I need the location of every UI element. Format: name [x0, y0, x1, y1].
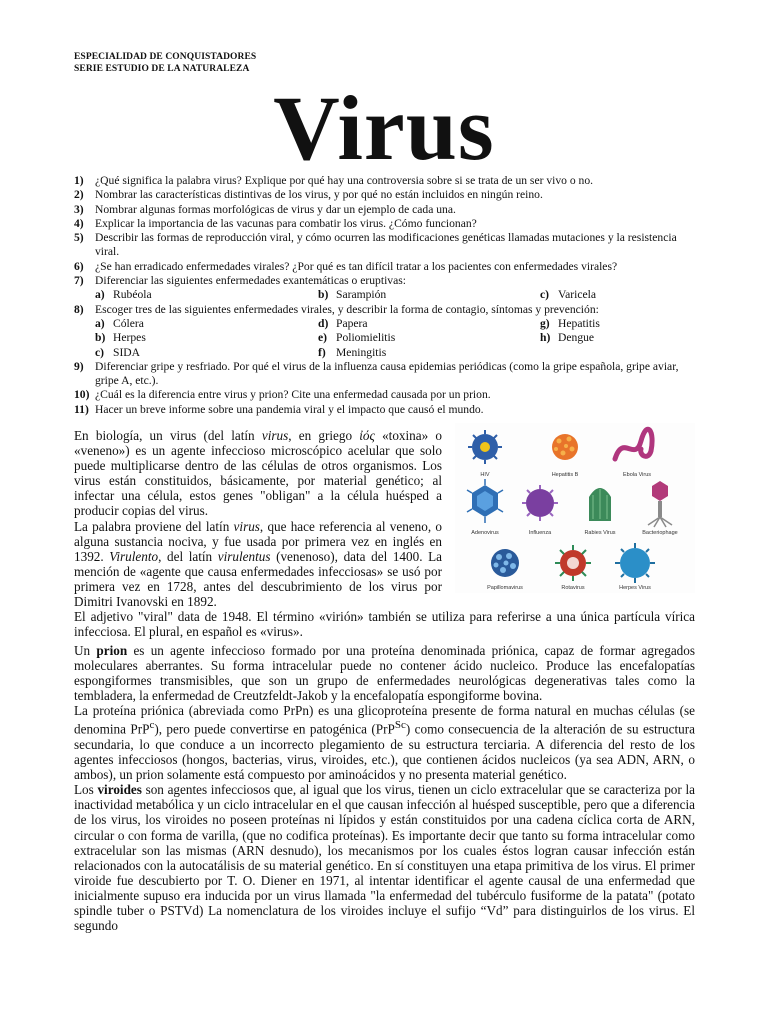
question-number: 5)	[74, 231, 84, 245]
option-text: Meningitis	[336, 345, 387, 359]
option-item	[318, 331, 540, 345]
question-text: Describir las formas de reproducción viral, y cómo ocurren las modificaciones genéticas llamadas mutaciones y la resistencia viral.	[95, 231, 677, 259]
question-item	[74, 403, 696, 417]
intro-paragraph-1	[74, 428, 442, 519]
text-run: veneno, o alguna sustancia nociva, y fue usada por primera vez	[74, 518, 442, 549]
question-number: 4)	[74, 216, 84, 230]
option-item	[540, 317, 690, 331]
question-item	[74, 303, 696, 317]
term-viroides: viroides	[97, 782, 142, 798]
label-papillomavirus: Papillomavirus	[487, 585, 523, 591]
label-herpes: Herpes Virus	[619, 585, 651, 591]
question-text: ¿Cuál es la diferencia entre virus y prion? Cite una enfermedad causada por un prion.	[95, 388, 491, 402]
question-item	[74, 203, 696, 217]
text-run: «toxina» o	[374, 428, 443, 443]
text-run: ) como consecuencia de la alteración de su estructura secundaria, lo que conduce a un incorrecto plegamiento de su estructura terciaria. A diferencia del resto de los agentes infecciosos (hongos, bacterias, virus, viroides, etc.), que contienen ácidos nucleicos (ya sea ADN, ARN, o ambos), un prion solamente está compuesto por aminoácidos y no presenta material genético.	[74, 721, 695, 783]
option-letter: d)	[318, 316, 329, 330]
option-row	[95, 317, 696, 331]
question-item	[74, 188, 696, 202]
label-rabies: Rabies Virus	[584, 530, 616, 536]
option-item	[318, 317, 540, 331]
superscript: c	[149, 719, 155, 732]
option-letter: a)	[95, 316, 105, 330]
text-run: son agentes infecciosos que, al igual que los virus, tienen un ciclo extracelular que se caracteriza por la inactividad metabólica y un ciclo intracelular en el que causan infección al huésped susceptible, pero que a diferencia de los virus, los viroides no poseen proteínas ni lípidos y están constituidos por una cadena cíclica corta de ARN, circular o con forma de varilla, (que no codifica proteínas). Es importante decir que tanto su forma intracelular como extracelular son las mismas (ARN desnudo), los mecanismos por los cuales éstos logran causar infección están relacionados con la autocatálisis de su material genético. En sí constituyen una etapa primitiva de los virus. El primer viroide fue descubierto por T. O. Diener en 1971, al intentar identificar el agente causal de una enfermedad que inicialmente supuso era inducida por un virus llamada "la enfermedad del tubérculo fusiforme de la patata" (potato spindle tuber o PSTVd) La nomenclatura de los viroides incluye el sufijo “Vd” para distinguirlos de los virus. El segundo	[74, 782, 695, 934]
option-text: Rubéola	[113, 288, 152, 302]
option-text: Hepatitis	[558, 316, 600, 330]
question-number: 7)	[74, 274, 84, 288]
text-run: material genético; al infectar una célula, estos genes "obligan" a	[74, 473, 442, 504]
question-number: 10)	[74, 388, 90, 402]
question-item	[74, 217, 696, 231]
option-row	[95, 288, 696, 302]
text-run: «veneno») es un agente infeccioso microscópico acelular que	[74, 443, 415, 459]
text-run: en inglés en 1392.	[74, 533, 442, 564]
question-text: ¿Qué significa la palabra virus? Explique por qué hay una controversia sobre si se trata de un ser vivo o no.	[95, 174, 594, 187]
option-letter	[540, 346, 558, 360]
intro-narrow-block	[74, 428, 442, 609]
question-item	[74, 260, 696, 274]
option-text: Poliomielitis	[336, 331, 396, 345]
option-item	[540, 288, 690, 302]
option-text: Herpes	[113, 331, 146, 345]
text-run: Un	[74, 643, 97, 658]
header-series: SERIE ESTUDIO DE LA NATURALEZA	[74, 64, 250, 74]
question-number: 3)	[74, 202, 84, 216]
question-text: Diferenciar gripe y resfriado. Por qué el virus de la influenza causa epidemias periódicas (como la gripe española, gripe aviar, gripe A, etc.).	[95, 359, 679, 388]
option-text: Cólera	[113, 316, 144, 330]
question-number: 6)	[74, 259, 84, 273]
text-run: (venenoso),	[270, 548, 338, 564]
option-text: Dengue	[558, 331, 595, 345]
question-text: Hacer un breve informe sobre una pandemia viral y el impacto que causó el mundo.	[95, 402, 484, 416]
question-text: Escoger tres de las siguientes enfermedades virales, y describir la forma de contagio, síntomas y prevención:	[95, 302, 599, 316]
option-item	[95, 317, 318, 331]
option-letter: c)	[95, 345, 105, 359]
question-item	[74, 231, 696, 260]
text-run-italic: virulentus	[217, 548, 271, 564]
text-run: la célula huésped a producir copias del virus.	[74, 488, 442, 519]
question-number: 9)	[74, 359, 84, 373]
prion-protein-paragraph	[74, 703, 695, 782]
option-letter: e)	[318, 331, 328, 345]
text-run-italic: Virulento	[109, 548, 159, 564]
option-item	[95, 331, 318, 345]
question-item	[74, 360, 696, 389]
option-item	[95, 346, 318, 360]
question-number: 1)	[74, 174, 84, 187]
prion-paragraph	[74, 643, 695, 703]
text-run: descubrimiento de los virus por Dimitri Ivanovski en 1892.	[74, 578, 442, 610]
option-letter: b)	[318, 288, 329, 302]
label-rotavirus: Rotavirus	[561, 585, 585, 591]
superscript: Sc	[394, 719, 406, 732]
option-text: Varicela	[558, 288, 596, 302]
text-run: La palabra proviene del latín	[74, 518, 234, 534]
text-run-italic: virus	[233, 518, 260, 534]
option-letter: a)	[95, 288, 105, 302]
text-run-italic: virus	[261, 428, 289, 443]
question-text: Explicar la importancia de las vacunas para combatir los virus. ¿Cómo funcionan?	[95, 216, 477, 230]
question-text: Diferenciar las siguientes enfermedades exantemáticas o eruptivas:	[95, 274, 406, 288]
header-specialty: ESPECIALIDAD DE CONQUISTADORES	[74, 52, 257, 62]
viroids-paragraph	[74, 782, 695, 933]
page-title: Virus	[273, 77, 495, 179]
label-ebola: Ebola Virus	[622, 472, 652, 478]
intro-section	[74, 428, 695, 639]
question-text: ¿Se han erradicado enfermedades virales? ¿Por qué es tan difícil tratar a los pacientes con enfermedades virales?	[95, 259, 618, 273]
option-text: Papera	[336, 316, 368, 330]
option-row	[95, 346, 696, 360]
body-section	[74, 643, 695, 933]
text-run: organismos. Los virus están constituidos, básicamente, por	[74, 458, 443, 489]
option-row	[95, 331, 696, 345]
text-run: , en griego	[288, 428, 360, 443]
text-run: , del latín	[158, 548, 218, 564]
text-run: , que hace referencia al	[259, 518, 386, 534]
question-number: 2)	[74, 188, 84, 202]
text-run: solo puede multiplicarse dentro de las células de otros	[74, 443, 443, 474]
text-run: ), pero puede convertirse en patogénica (PrP	[154, 721, 395, 737]
question-item	[74, 274, 696, 288]
option-item	[95, 288, 318, 302]
text-run: infecciosas» se usó por primera vez en 1728, antes del	[74, 563, 442, 594]
label-bacteriophage: Bacteriophage	[642, 530, 678, 536]
option-item	[540, 346, 690, 360]
text-run-italic: ἰός	[359, 428, 375, 443]
label-hepatitis-b: Hepatitis B	[551, 472, 579, 478]
intro-paragraph-2	[74, 519, 442, 610]
option-item	[540, 331, 690, 345]
question-text: Nombrar las características distintivas de los virus, y por qué no están incluidos en ningún reino.	[95, 188, 543, 202]
document-header	[74, 51, 256, 75]
question-list	[74, 174, 696, 417]
label-hiv: HIV	[480, 472, 490, 478]
text-run: data del 1400. La mención de «agente que causa enfermedades	[74, 548, 442, 579]
question-number: 8)	[74, 302, 84, 316]
question-item	[74, 388, 696, 402]
text-run: es un agente infeccioso formado por una proteína denominada priónica, capaz de formar agregados moleculares aberrantes. Su forma intracelular puede no contener ácido nucleico. Produce las encefalopatías espongiformes transmisibles, que son un grupo de enfermedades neurológicas degenerativas tales como la tembladera, la enfermedad de Creutzfeldt-Jakob y la encefalopatía espongiforme bovina.	[74, 643, 695, 704]
label-adenovirus: Adenovirus	[471, 530, 499, 536]
option-letter: c)	[540, 288, 550, 302]
option-item	[318, 346, 540, 360]
option-letter: b)	[95, 331, 106, 345]
option-letter: f)	[318, 345, 326, 359]
question-item	[74, 174, 696, 188]
question-number: 11)	[74, 402, 89, 416]
text-run: La proteína priónica (abreviada como PrPn) es una glicoproteína presente de forma natural en muchas células (se denomina PrP	[74, 703, 695, 737]
term-prion: prion	[96, 643, 128, 658]
option-text: SIDA	[113, 345, 141, 359]
option-letter: h)	[540, 331, 551, 345]
intro-paragraph-2-continued: El adjetivo "viral" data de 1948. El término «virión» también se utiliza para referirse a una única partícula vírica infecciosa. El plural, en español es «virus».	[74, 609, 695, 640]
text-run: Los	[74, 782, 98, 798]
option-item	[318, 288, 540, 302]
option-letter: g)	[540, 316, 550, 330]
label-influenza: Influenza	[528, 530, 552, 536]
text-run: En biología, un virus (del latín	[74, 428, 262, 443]
option-text: Sarampión	[336, 288, 387, 302]
question-text: Nombrar algunas formas morfológicas de virus y dar un ejemplo de cada una.	[95, 202, 456, 216]
